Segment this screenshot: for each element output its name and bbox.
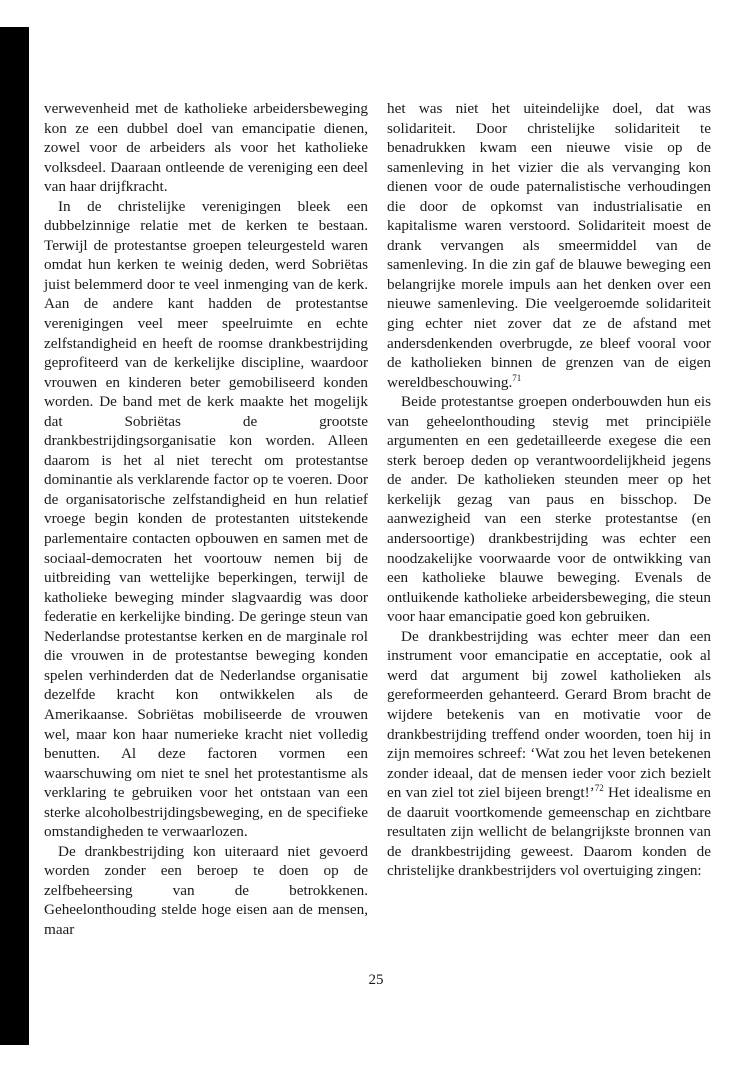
footnote-ref-71[interactable]: 71	[512, 372, 522, 383]
page-number: 25	[368, 972, 384, 988]
paragraph	[387, 99, 711, 392]
paragraph: In de christelijke verenigingen bleek een dubbelzinnige relatie met de kerken te bestaan. Terwijl de protestantse groepen teleurgesteld waren omdat hun kerken te weinig deden, werd Sobriëtas juist belemmerd door te veel inmenging van de kerk. Aan de andere kant hadden de protestantse verenigingen veel meer speelruimte en echte zelfstandigheid en heeft de roomse drankbestrijding geprofiteerd van de kerkelijke discipline, waardoor vrouwen en kinderen beter gemobiliseerd konden worden. De band met de kerk maakte het mogelijk dat Sobriëtas de grootste drankbestrijdingsorganisatie kon worden. Alleen daarom is het al niet terecht om protestantse dominantie als verklarende factor op te voeren. Door de organisatorische zelfstandigheid en hun relatief vroege begin konden de protestanten uitstekende parlementaire contacten opbouwen en samen met de sociaal-democraten het voortouw nemen bij de uitbreiding van wettelijke beperkingen, terwijl de katholieke beweging minder slagvaardig was door federatie en kerkelijke binding. De geringe steun van Nederlandse protestantse kerken en de marginale rol die vrouwen in de protestantse beweging konden spelen verhinderden dat de Nederlandse organisatie dezelfde kracht kon ontwikkelen als de Amerikaanse. Sobriëtas mobiliseerde de vrouwen wel, maar kon haar numerieke kracht niet volledig benutten. Al deze factoren vormen een waarschuwing om niet te snel het protestantisme als verklaring te gebruiken voor het ontstaan van een sterke alcoholbestrijdingsbeweging, en de specifieke omstandigheden te verwaarlozen.	[44, 197, 368, 841]
paragraph	[387, 627, 711, 881]
left-column	[44, 99, 368, 940]
paragraph-text: Het idealisme en de daaruit voortkomende gemeenschap en zichtbare resultaten zijn wellicht de belangrijkste bronnen van de drankbestrijding geweest. Daarom konden de christelijke drankbestrijders vol overtuiging zingen:	[387, 784, 711, 880]
scan-edge-bar	[0, 27, 29, 1045]
paragraph: Beide protestantse groepen onderbouwden hun eis van geheelonthouding stevig met principiële argumenten en een gedetailleerde exegese die een sterk beroep deden op verantwoordelijkheid jegens de ander. De katholieken steunden meer op het kerkelijk gezag van paus en bisschop. De aanwezigheid van een sterke protestantse (en andersoortige) drankbestrijding was echter een noodzakelijke voorwaarde voor de ontwikking van een katholieke blauwe beweging. Evenals de ontluikende katholieke arbeidersbeweging, die steun voor haar emancipatie goed kon gebruiken.	[387, 393, 711, 626]
paragraph-text: het was niet het uiteindelijke doel, dat was solidariteit. Door christelijke solidariteit te benadrukken kwam een nieuwe visie op de samenleving in het vizier die als vervanging kon dienen voor de oude paternalistische verhoudingen die door de opkomst van industrialisatie en kapitalisme waren verstoord. Solidariteit moest de drank vervangen als smeermiddel van de samenleving. In die zin gaf de blauwe beweging een belangrijke morele impuls aan het denken over een nieuwe samenleving. Die veelgeroemde solidariteit ging echter niet zover dat ze de afstand met andersdenkenden overbrugde, ze bleef vooral voor de katholieken binnen de grenzen van de eigen wereldbeschouwing.	[387, 100, 711, 391]
footnote-ref-72[interactable]: 72	[594, 783, 604, 794]
right-column	[387, 99, 711, 881]
paragraph: verwevenheid met de katholieke arbeidersbeweging kon ze een dubbel doel van emancipatie dienen, zowel voor de arbeiders als voor het katholieke volksdeel. Daaraan ontleende de vereniging een deel van haar drijfkracht.	[44, 100, 368, 196]
paragraph: De drankbestrijding kon uiteraard niet gevoerd worden zonder een beroep te doen op de zelfbeheersing van de betrokkenen. Geheelonthouding stelde hoge eisen aan de mensen, maar	[44, 842, 368, 938]
paragraph-text: De drankbestrijding was echter meer dan een instrument voor emancipatie en acceptatie, ook al werd dat argument bij zowel katholieken als gereformeerden gehanteerd. Gerard Brom bracht de wijdere betekenis van en motivatie voor de drankbestrijding treffend onder woorden, toen hij in zijn memoires schreef: ‘Wat zou het leven betekenen zonder ideaal, dat de mensen ieder voor zich bezielt en van ziel tot ziel bijeen brengt!’	[387, 627, 711, 802]
